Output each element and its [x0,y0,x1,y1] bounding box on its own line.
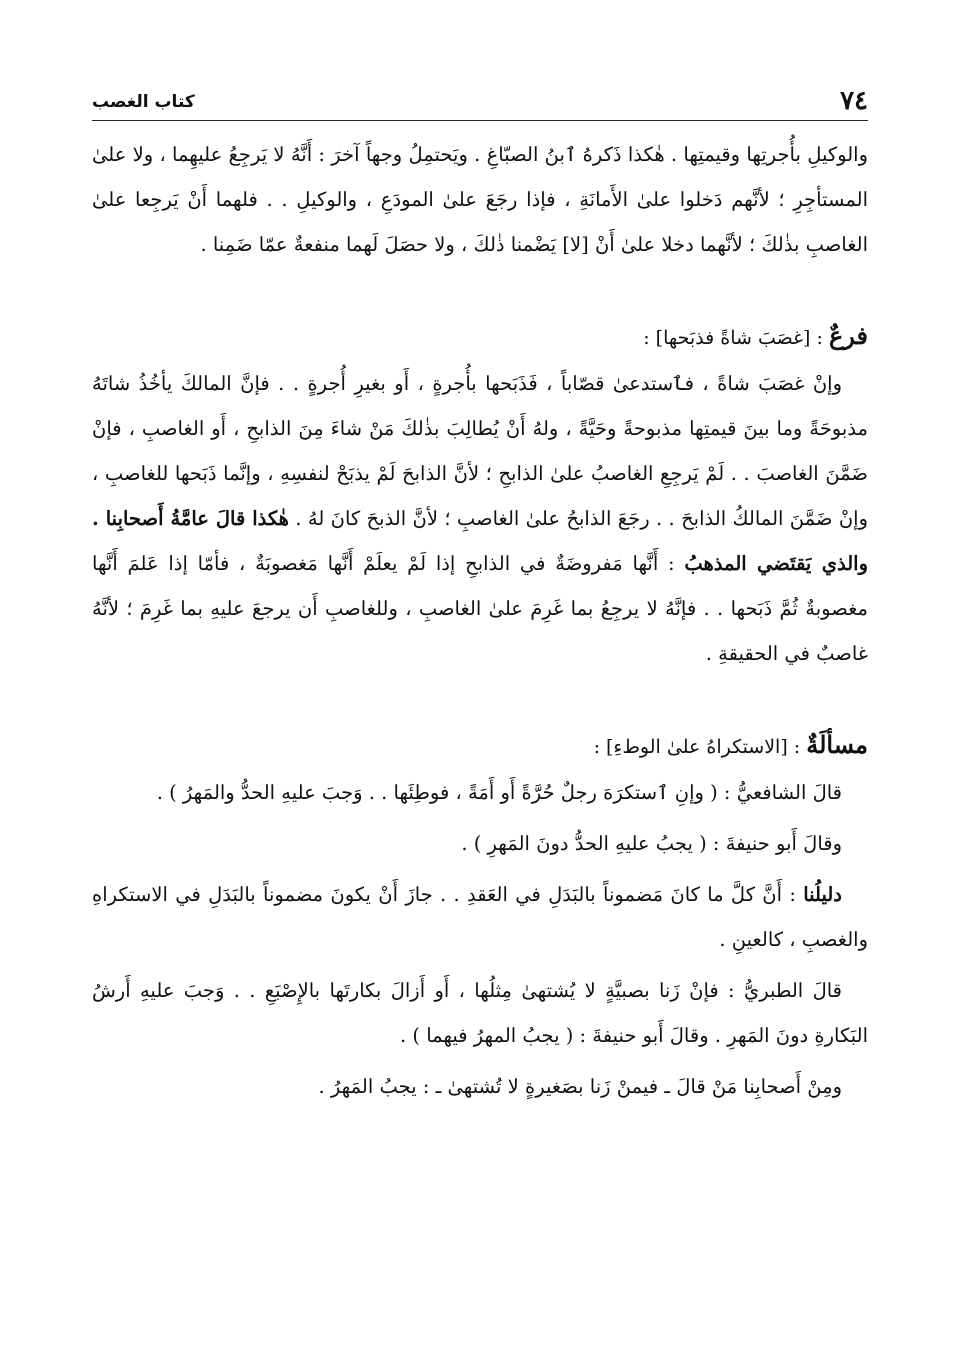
last-paragraph: ومِنْ أَصحابِنا مَنْ قالَ ـ فيمنْ زَنا بصَغيرةٍ لا تُشتهىٰ ـ : يجبُ المَهرُ . [318,1075,842,1098]
far-paragraph [92,361,868,676]
section-spacer [92,676,868,722]
dalil-text: : أَنَّ كلَّ ما كانَ مَضموناً بالبَدَلِ في العَقدِ . . جازَ أَنْ يكونَ مضموناً بالبَدَلِ في الاستكراهِ والغصبِ ، كالعينِ . [92,883,868,951]
abu-hanifa-paragraph: وقالَ أَبو حنيفةَ : ( يجبُ عليهِ الحدُّ دونَ المَهرِ ) . [461,832,842,855]
masala-title: : [الاستكراهُ علىٰ الوطءِ] : [593,736,807,758]
page-number: ٧٤ [840,86,868,116]
masala-label: مسألَةٌ [806,730,868,759]
page-body [92,132,868,1109]
running-title: كتاب الغصب [92,92,195,112]
dalil-label: دليلُنا [803,883,842,906]
far-text-2: : أَنَّها مَفروضَةٌ في الذابحِ إذا لَمْ يعلَمْ أَنَّها مَغصوبَةٌ ، فأمّا إذا عَلمَ أَنَّها مغصوبةٌ ثُمَّ ذَبَحها . . فإنَّهُ لا يرجِعُ بما غَرِمَ علىٰ الغاصبِ ، وللغاصبِ أَن يرجعَ عليهِ بما غَرِمَ ؛ لأنَّهُ غاصبٌ في الحقيقةِ . [92,552,868,665]
far-bold-phrase: هٰكذا قالَ عامَّةُ أَصحابِنا . والذي يَقتَضي المذهبُ [92,507,868,575]
far-label: فرعٌ [828,321,868,350]
shafii-paragraph: قالَ الشافعيُّ : ( وإنِ ٱستكرَهَ رجلٌ حُرَّةً أَو أَمَةً ، فوطِئَها . . وَجبَ عليهِ الحدُّ والمَهرُ ) . [156,781,842,804]
far-heading [92,313,868,361]
far-title: : [غصَبَ شاةً فذبَحها] : [643,327,829,349]
tabari-paragraph: قالَ الطبريُّ : فإنْ زَنا بصبيَّةٍ لا يُشتهىٰ مِثلُها ، أَو أَزالَ بكارتَها بالإِصْبَعِ . . وَجبَ عليهِ أَرشُ البَكارةِ دونَ المَهرِ . وقالَ أَبو حنيفةَ : ( يجبُ المهرُ فيهما ) . [92,979,868,1047]
far-text-1: وإنْ غصَبَ شاةً ، فٱستدعىٰ قصّاباً ، فَذَبَحها بأُجرةٍ ، أَو بغيرِ أُجرةٍ . . فإنَّ المالكَ يأخُذُ شاتَهُ مذبوحَةً وما بينَ قيمتِها مذبوحةً وحَيَّةً ، ولهُ أَنْ يُطالِبَ بذٰلكَ مَنْ شاءَ مِنَ الذابحِ ، أَو الغاصبِ ، فإنْ ضَمَّنَ الغاصبَ . . لَمْ يَرجِعِ الغاصبُ علىٰ الذابحِ ؛ لأنَّ الذابحَ لَمْ يذبَحْ لنفسِهِ ، وإنَّما ذَبَحها للغاصبِ ، وإنْ ضَمَّنَ المالكُ الذابحَ . . رجَعَ الذابحُ علىٰ الغاصبِ ؛ لأنَّ الذبحَ كانَ لهُ . [92,372,868,530]
dalil-paragraph [92,872,868,962]
page-header [92,86,868,121]
masala-heading [92,722,868,770]
section-spacer [92,267,868,313]
paragraph-continuation: والوكيلِ بأُجرتِها وقيمتِها . هٰكذا ذَكرهُ ٱبنُ الصبّاغِ . ويَحتمِلُ وجهاً آخرَ : أَنَّهُ لا يَرجِعُ عليهِما ، ولا علىٰ المستأجِرِ ؛ لأنَّهم دَخلوا علىٰ الأَمانَةِ ، فإذا رجَعَ علىٰ المودَعِ ، والوكيلِ . . فلهما أَنْ يَرجِعا علىٰ الغاصبِ بذٰلكَ ؛ لأنَّهما دخلا علىٰ أَنْ [لا] يَضْمنا ذٰلكَ ، ولا حصَلَ لَهما منفعةٌ عمّا ضَمِنا . [92,143,868,256]
